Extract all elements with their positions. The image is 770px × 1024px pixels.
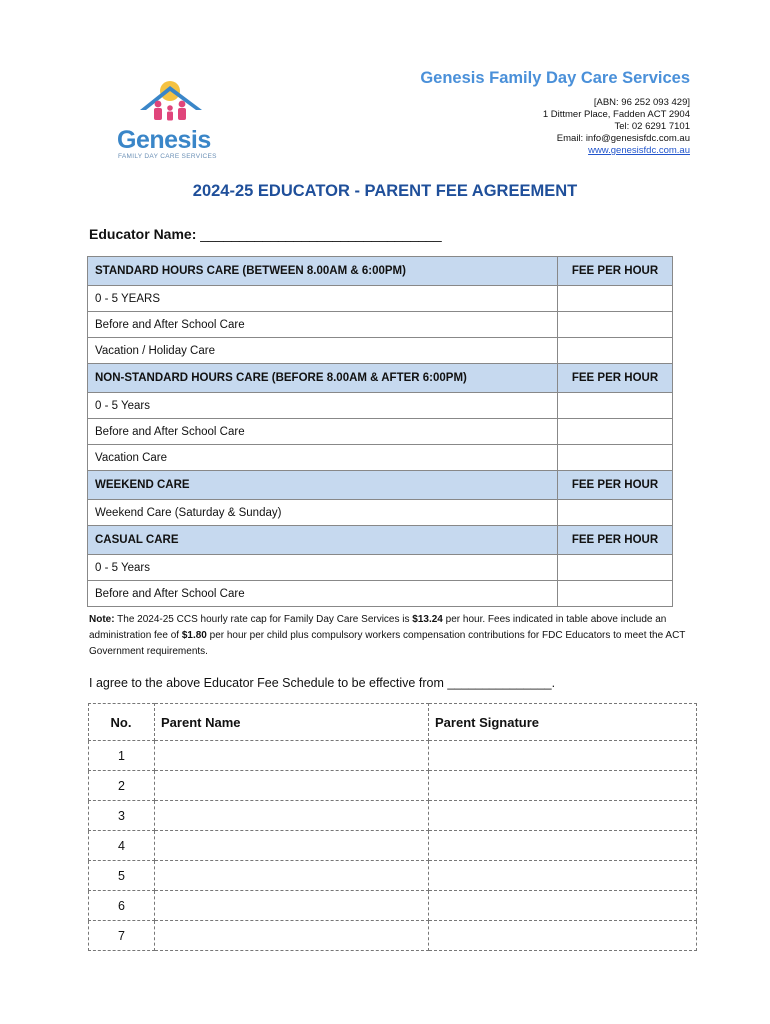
col-no-header: No. [89, 704, 155, 741]
fee-row [88, 445, 673, 471]
fee-note [89, 612, 689, 660]
row-number: 5 [89, 861, 155, 891]
educator-name-label: Educator Name: [89, 226, 197, 242]
fee-row [88, 393, 673, 419]
row-number: 7 [89, 921, 155, 951]
parent-signature-cell[interactable] [429, 861, 697, 891]
agreement-statement: I agree to the above Educator Fee Schedule to be effective from _______________. [89, 676, 556, 690]
parent-name-cell[interactable] [155, 921, 429, 951]
parent-signature-cell[interactable] [429, 891, 697, 921]
row-number: 1 [89, 741, 155, 771]
care-type-label: Weekend Care (Saturday & Sunday) [88, 500, 558, 526]
fee-row [88, 286, 673, 312]
fee-row [88, 500, 673, 526]
row-number: 4 [89, 831, 155, 861]
note-admin-fee: $1.80 [181, 630, 207, 641]
note-label: Note: [89, 614, 115, 625]
logo-wordmark: Genesis [117, 126, 211, 154]
fee-section-header [88, 526, 673, 555]
signature-row [89, 831, 697, 861]
address-text: 1 Dittmer Place, Fadden ACT 2904 [542, 109, 690, 120]
fee-per-hour-heading: FEE PER HOUR [558, 526, 673, 555]
signature-row [89, 861, 697, 891]
row-number: 6 [89, 891, 155, 921]
care-type-label: Before and After School Care [88, 419, 558, 445]
parent-name-cell[interactable] [155, 771, 429, 801]
care-type-label: Vacation / Holiday Care [88, 338, 558, 364]
care-type-label: Before and After School Care [88, 581, 558, 607]
fee-input-cell[interactable] [558, 581, 673, 607]
fee-section-header [88, 471, 673, 500]
row-number: 2 [89, 771, 155, 801]
logo-tagline: FAMILY DAY CARE SERVICES [118, 153, 217, 160]
signature-table [88, 703, 697, 951]
signature-row [89, 801, 697, 831]
row-number: 3 [89, 801, 155, 831]
col-parent-name-header: Parent Name [155, 704, 429, 741]
signature-row [89, 741, 697, 771]
signature-row [89, 771, 697, 801]
fee-per-hour-heading: FEE PER HOUR [558, 257, 673, 286]
parent-signature-cell[interactable] [429, 741, 697, 771]
fee-input-cell[interactable] [558, 419, 673, 445]
parent-signature-cell[interactable] [429, 921, 697, 951]
fee-input-cell[interactable] [558, 555, 673, 581]
fee-per-hour-heading: FEE PER HOUR [558, 471, 673, 500]
fee-row [88, 338, 673, 364]
fee-per-hour-heading: FEE PER HOUR [558, 364, 673, 393]
parent-signature-cell[interactable] [429, 831, 697, 861]
section-heading: CASUAL CARE [88, 526, 558, 555]
care-type-label: 0 - 5 YEARS [88, 286, 558, 312]
care-type-label: Vacation Care [88, 445, 558, 471]
fee-input-cell[interactable] [558, 286, 673, 312]
care-type-label: 0 - 5 Years [88, 393, 558, 419]
note-rate: $13.24 [412, 614, 443, 625]
col-parent-signature-header: Parent Signature [429, 704, 697, 741]
abn-text: [ABN: 96 252 093 429] [593, 97, 690, 108]
educator-name-field[interactable] [89, 226, 442, 242]
note-text-3: per hour per child plus compulsory workers compensation contributions for FDC Educators to meet the ACT Government requirements. [89, 630, 686, 657]
fee-section-header [88, 364, 673, 393]
fee-row [88, 419, 673, 445]
parent-name-cell[interactable] [155, 861, 429, 891]
signature-header-row [89, 704, 697, 741]
fee-input-cell[interactable] [558, 500, 673, 526]
educator-name-blank[interactable]: _______________________________ [200, 226, 442, 242]
fee-input-cell[interactable] [558, 338, 673, 364]
parent-name-cell[interactable] [155, 891, 429, 921]
fee-input-cell[interactable] [558, 393, 673, 419]
parent-name-cell[interactable] [155, 831, 429, 861]
care-type-label: Before and After School Care [88, 312, 558, 338]
email-text: Email: info@genesisfdc.com.au [556, 133, 690, 144]
note-text-2: per hour. Fees indicated in table above include an administration fee of [89, 614, 667, 641]
parent-name-cell[interactable] [155, 801, 429, 831]
section-heading: NON-STANDARD HOURS CARE (BEFORE 8.00AM & AFTER 6:00PM) [88, 364, 558, 393]
organization-name: Genesis Family Day Care Services [420, 69, 690, 87]
document-title: 2024-25 EDUCATOR - PARENT FEE AGREEMENT [192, 182, 578, 200]
logo-family-figures [154, 101, 186, 121]
fee-input-cell[interactable] [558, 445, 673, 471]
fee-row [88, 581, 673, 607]
website-link[interactable]: www.genesisfdc.com.au [588, 145, 690, 156]
fee-table [87, 256, 673, 607]
fee-row [88, 555, 673, 581]
fee-section-header [88, 257, 673, 286]
parent-signature-cell[interactable] [429, 801, 697, 831]
note-text-1: The 2024-25 CCS hourly rate cap for Family Day Care Services is [114, 614, 413, 625]
section-heading: WEEKEND CARE [88, 471, 558, 500]
signature-row [89, 921, 697, 951]
section-heading: STANDARD HOURS CARE (BETWEEN 8.00AM & 6:00PM) [88, 257, 558, 286]
fee-input-cell[interactable] [558, 312, 673, 338]
parent-name-cell[interactable] [155, 741, 429, 771]
phone-text: Tel: 02 6291 7101 [614, 121, 690, 132]
parent-signature-cell[interactable] [429, 771, 697, 801]
signature-row [89, 891, 697, 921]
fee-row [88, 312, 673, 338]
care-type-label: 0 - 5 Years [88, 555, 558, 581]
